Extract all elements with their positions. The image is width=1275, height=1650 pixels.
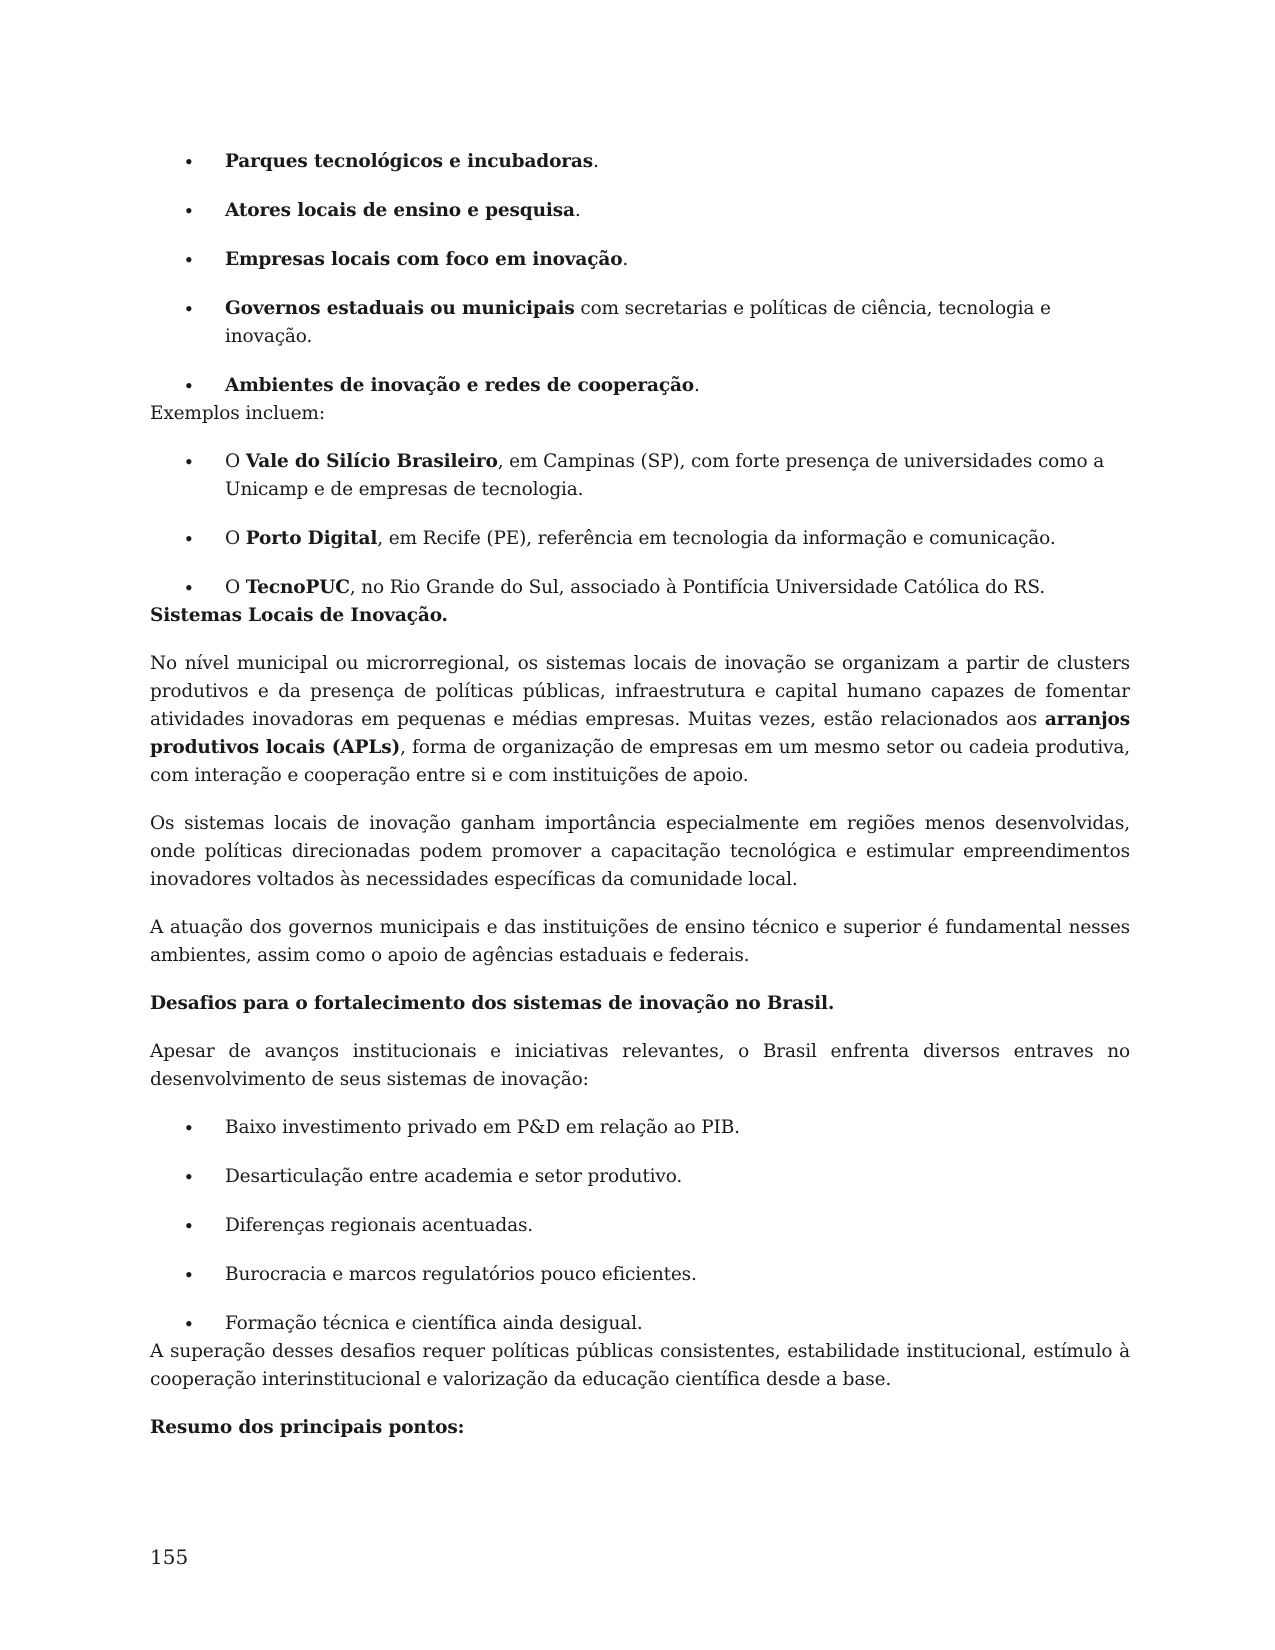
list-item: • Empresas locais com foco em inovação. xyxy=(150,246,1130,274)
examples-intro: Exemplos incluem: xyxy=(150,403,325,424)
list-item: • Governos estaduais ou municipais com secretarias e políticas de ciência, tecnologia e inovação. xyxy=(150,295,1130,351)
paragraph: A superação desses desafios requer políticas públicas consistentes, estabilidade institucional, estímulo à cooperação interinstitucional e valorização da educação científica desde a base. xyxy=(150,1341,1130,1390)
examples-list xyxy=(150,448,1130,602)
section-heading: Desafios para o fortalecimento dos sistemas de inovação no Brasil. xyxy=(150,993,835,1014)
page-number: 155 xyxy=(150,1545,189,1569)
list-item: • O Vale do Silício Brasileiro, em Campinas (SP), com forte presença de universidades como a Unicamp e de empresas de tecnologia. xyxy=(150,448,1130,504)
list-item: • Desarticulação entre academia e setor produtivo. xyxy=(150,1163,1130,1191)
paragraph: A atuação dos governos municipais e das instituições de ensino técnico e superior é fundamental nesses ambientes, assim como o apoio de agências estaduais e federais. xyxy=(150,917,1130,966)
list-item: • Parques tecnológicos e incubadoras. xyxy=(150,148,1130,176)
list-item: • Atores locais de ensino e pesquisa. xyxy=(150,197,1130,225)
list-item: • O TecnoPUC, no Rio Grande do Sul, associado à Pontifícia Universidade Católica do RS. xyxy=(150,574,1130,602)
list-item: • Burocracia e marcos regulatórios pouco eficientes. xyxy=(150,1261,1130,1289)
list-item: • Baixo investimento privado em P&D em relação ao PIB. xyxy=(150,1114,1130,1142)
list-item: • Diferenças regionais acentuadas. xyxy=(150,1212,1130,1240)
page-content xyxy=(150,148,1130,1462)
actors-list xyxy=(150,148,1130,400)
list-item: • O Porto Digital, em Recife (PE), referência em tecnologia da informação e comunicação. xyxy=(150,525,1130,553)
section-heading: Sistemas Locais de Inovação. xyxy=(150,605,448,626)
paragraph: Apesar de avanços institucionais e iniciativas relevantes, o Brasil enfrenta diversos entraves no desenvolvimento de seus sistemas de inovação: xyxy=(150,1041,1130,1090)
paragraph: Os sistemas locais de inovação ganham importância especialmente em regiões menos desenvolvidas, onde políticas direcionadas podem promover a capacitação tecnológica e estimular empreendimentos inovadores voltados às necessidades específicas da comunidade local. xyxy=(150,813,1130,890)
section-heading: Resumo dos principais pontos: xyxy=(150,1417,465,1438)
list-item: • Ambientes de inovação e redes de cooperação. xyxy=(150,372,1130,400)
list-item: • Formação técnica e científica ainda desigual. xyxy=(150,1310,1130,1338)
paragraph: No nível municipal ou microrregional, os sistemas locais de inovação se organizam a partir de clusters produtivos e da presença de políticas públicas, infraestrutura e capital humano capazes de fomentar atividades inovadoras em pequenas e médias empresas. Muitas vezes, estão relacionados aos arranjos produtivos locais (APLs), forma de organização de empresas em um mesmo setor ou cadeia produtiva, com interação e cooperação entre si e com instituições de apoio. xyxy=(150,653,1131,786)
challenges-list xyxy=(150,1114,1130,1338)
